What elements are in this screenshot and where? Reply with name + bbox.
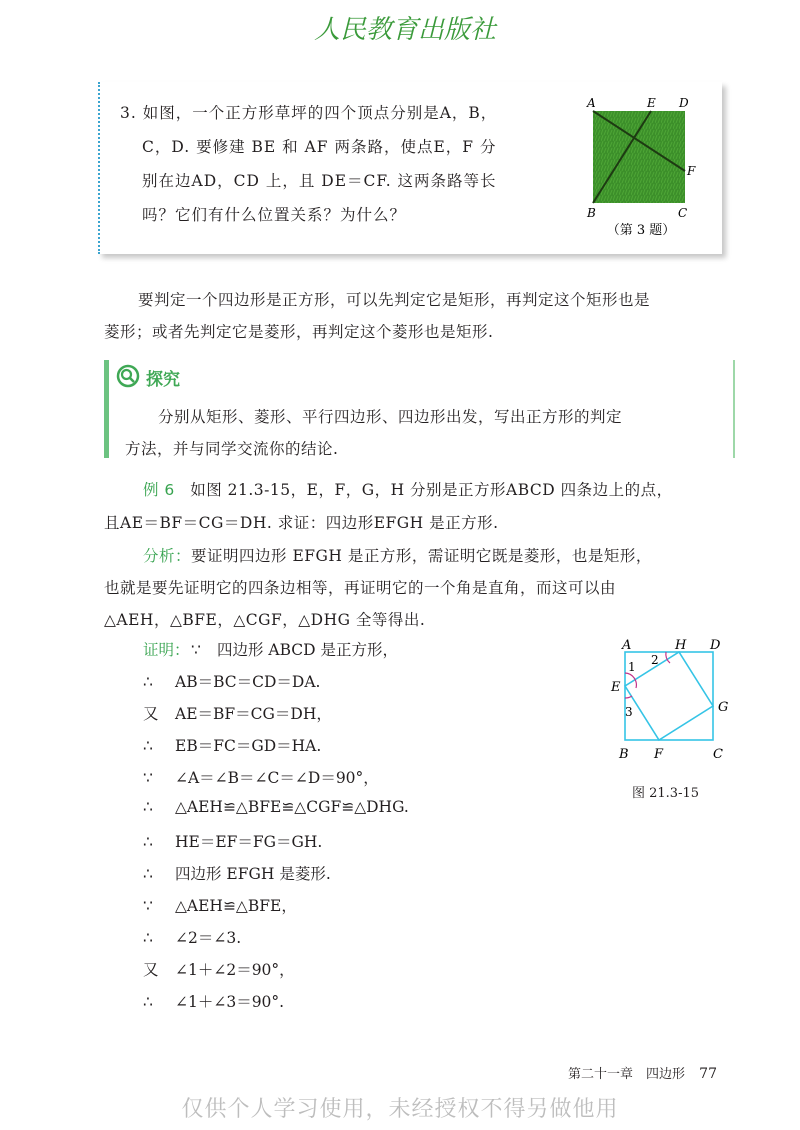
lawn-figure bbox=[583, 93, 703, 243]
page-number: 77 bbox=[699, 1066, 717, 1082]
label-b: B bbox=[619, 747, 629, 762]
page-footer bbox=[568, 1063, 717, 1082]
analysis-line-2: 也就是要先证明它的四条边相等，再证明它的一个角是直角，而这可以由 bbox=[104, 579, 617, 597]
label-d: D bbox=[710, 638, 721, 653]
explore-title: 探究 bbox=[146, 370, 180, 390]
proof-text: HE＝EF＝FG＝GH. bbox=[175, 833, 323, 851]
proof-text: 四边形 ABCD 是正方形， bbox=[217, 641, 399, 659]
proof-symbol: ∵ bbox=[143, 769, 153, 787]
proof-step bbox=[143, 734, 321, 756]
example-label: 例 6 bbox=[143, 481, 175, 499]
watermark: 仅供个人学习使用，未经授权不得另做他用 bbox=[181, 1097, 619, 1122]
label-e: E bbox=[647, 96, 656, 110]
explore-icon bbox=[116, 364, 140, 388]
proof-step bbox=[143, 798, 409, 816]
label-a: A bbox=[587, 96, 596, 110]
proof-text: EB＝FC＝GD＝HA. bbox=[175, 737, 322, 755]
chapter-title: 第二十一章 四边形 bbox=[568, 1067, 686, 1082]
figure-caption: （第 3 题） bbox=[606, 223, 676, 238]
label-2: 2 bbox=[651, 653, 659, 667]
proof-step bbox=[143, 990, 284, 1012]
proof-step bbox=[143, 702, 332, 724]
analysis-text: 要证明四边形 EFGH 是正方形，需证明它既是菱形，也是矩形， bbox=[191, 547, 652, 565]
publisher-logo bbox=[290, 8, 520, 48]
exercise-line: C，D. 要修建 BE 和 AF 两条路，使点E，F 分 bbox=[142, 138, 497, 156]
proof-symbol: ∴ bbox=[143, 993, 153, 1011]
proof-symbol: 又 bbox=[143, 961, 159, 979]
proof-symbol: ∴ bbox=[143, 737, 153, 755]
angle-3-arc bbox=[625, 696, 632, 698]
proof-text: △AEH≌△BFE≌△CGF≌△DHG. bbox=[175, 798, 409, 816]
explore-line: 方法，并与同学交流你的结论. bbox=[125, 440, 339, 458]
intro-line: 要判定一个四边形是正方形，可以先判定它是矩形，再判定这个矩形也是 bbox=[138, 291, 651, 309]
proof-symbol: ∴ bbox=[143, 833, 153, 851]
svg-text:人民教育出版社: 人民教育出版社 bbox=[313, 15, 497, 45]
lawn-square bbox=[593, 111, 685, 203]
proof-step bbox=[143, 830, 322, 852]
proof-step bbox=[191, 638, 398, 660]
proof-text: AB＝BC＝CD＝DA. bbox=[175, 673, 321, 691]
exercise-line: 3. 如图，一个正方形草坪的四个顶点分别是A，B， bbox=[120, 104, 498, 122]
example-line-2: 且AE＝BF＝CG＝DH. 求证：四边形EFGH 是正方形. bbox=[104, 514, 499, 532]
proof-text: △AEH≌△BFE， bbox=[175, 897, 297, 915]
proof-step bbox=[143, 766, 379, 788]
exercise-line: 吗？它们有什么位置关系？为什么？ bbox=[142, 206, 407, 224]
proof-step bbox=[143, 894, 297, 916]
proof-text: AE＝BF＝CG＝DH， bbox=[175, 705, 332, 723]
proof-text: 四边形 EFGH 是菱形. bbox=[175, 865, 331, 883]
label-f: F bbox=[654, 747, 664, 762]
label-c: C bbox=[678, 206, 688, 220]
label-3: 3 bbox=[625, 705, 633, 719]
proof-symbol: 又 bbox=[143, 705, 159, 723]
proof-symbol: ∵ bbox=[143, 897, 153, 915]
label-c: C bbox=[713, 747, 723, 762]
exercise-text bbox=[120, 96, 560, 232]
proof-step bbox=[143, 862, 331, 884]
label-1: 1 bbox=[628, 660, 636, 674]
proof-step bbox=[143, 670, 320, 692]
figure-21-3-15 bbox=[608, 636, 738, 766]
analysis-line-1 bbox=[143, 540, 652, 572]
label-e: E bbox=[611, 680, 621, 695]
proof-symbol: ∴ bbox=[143, 865, 153, 883]
proof-label: 证明： bbox=[143, 641, 190, 659]
example-text: 如图 21.3-15，E，F，G，H 分别是正方形ABCD 四条边上的点， bbox=[190, 481, 673, 499]
proof-text: ∠2＝∠3. bbox=[175, 929, 242, 947]
analysis-line-3: △AEH，△BFE，△CGF，△DHG 全等得出. bbox=[104, 611, 426, 629]
analysis-label: 分析： bbox=[143, 547, 192, 565]
proof-symbol: ∴ bbox=[143, 673, 153, 691]
explore-line: 分别从矩形、菱形、平行四边形、四边形出发，写出正方形的判定 bbox=[158, 408, 623, 426]
label-b: B bbox=[587, 206, 596, 220]
proof-symbol: ∴ bbox=[143, 798, 153, 816]
intro-line: 菱形；或者先判定它是菱形，再判定这个菱形也是矩形. bbox=[104, 323, 494, 341]
proof-step bbox=[143, 926, 241, 948]
figure-caption: 图 21.3-15 bbox=[632, 786, 700, 801]
square-efgh bbox=[625, 652, 713, 740]
label-a: A bbox=[622, 638, 632, 653]
proof-text: ∠1＋∠2＝90°， bbox=[175, 961, 295, 979]
exercise-line: 别在边AD，CD 上，且 DE＝CF. 这两条路等长 bbox=[142, 172, 497, 190]
proof-text: ∠1＋∠3＝90°. bbox=[175, 993, 285, 1011]
square-abcd bbox=[625, 652, 713, 740]
example-line-1 bbox=[143, 474, 673, 506]
proof-step bbox=[143, 958, 295, 980]
label-g: G bbox=[718, 700, 729, 715]
proof-symbol: ∴ bbox=[143, 929, 153, 947]
proof-symbol: ∵ bbox=[191, 641, 201, 659]
proof-text: ∠A＝∠B＝∠C＝∠D＝90°， bbox=[175, 769, 379, 787]
label-d: D bbox=[679, 96, 689, 110]
label-f: F bbox=[687, 164, 696, 178]
label-h: H bbox=[675, 638, 687, 653]
